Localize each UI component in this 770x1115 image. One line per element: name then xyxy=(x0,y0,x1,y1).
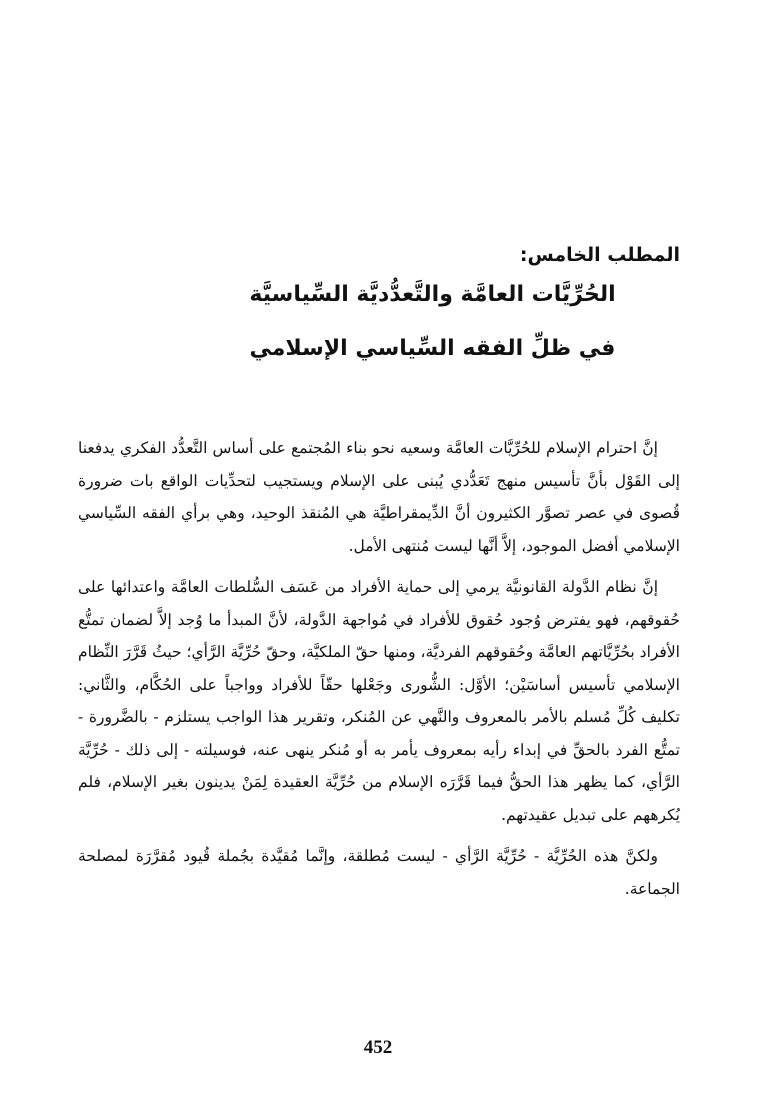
body-text xyxy=(78,432,680,914)
section-label: المطلب الخامس: xyxy=(519,244,680,266)
section-title-line-2: في ظلِّ الفقه السِّياسي الإسلامي xyxy=(249,336,616,361)
section-title-line-1: الحُرِّيَّات العامَّة والتَّعدُّديَّة السِّياسيَّة xyxy=(249,282,616,307)
paragraph-3: ولكنَّ هذه الحُرِّيَّة - حُرِّيَّة الرَّأي - ليست مُطلقة، وإنَّما مُقيَّدة بجُملة قُيود مُقرَّرَة لمصلحة الجماعة. xyxy=(78,847,680,898)
paragraph-2: إنَّ نظام الدَّولة القانونيَّة يرمي إلى حماية الأفراد من عَسَف السُّلطات العامَّة واعتدائها على حُقوقهم، فهو يفترض وُجود حُقوق للأفراد في مُواجهة الدَّولة، لأنَّ المبدأ ما وُجد إلاَّ لضمان تمتُّع الأفراد بحُرِّيَّاتهم العامَّة وحُقوقهم الفرديَّة، ومنها حقّ الملكيَّة، وحقّ حُرِّيَّة الرَّأي؛ حيثُ قَرَّرَ النِّظام الإسلامي تأسيس أساسَيْن؛ الأوَّل: الشُّورى وجَعْلها حقّاً للأفراد وواجباً على الحُكَّام، والثَّاني: تكليف كُلِّ مُسلم بالأمر بالمعروف والنَّهي عن المُنكر، وتقرير هذا الواجب يستلزم - بالضَّرورة - تمتُّع الفرد بالحقِّ في إبداء رأيه بمعروف يأمر به أو مُنكر ينهى عنه، فوسيلته - إلى ذلك - حُرِّيَّة الرَّأي، كما يظهر هذا الحقُّ فيما قَرَّرَه الإسلام من حُرِّيَّة العقيدة لِمَنْ يدينون بغير الإسلام، فلم يُكرههم على تبديل عقيدتهم. xyxy=(78,578,680,824)
page-number: 452 xyxy=(363,1037,393,1058)
paragraph-1: إنَّ احترام الإسلام للحُرِّيَّات العامَّة وسعيه نحو بناء المُجتمع على أساس التَّعدُّد الفكري يدفعنا إلى القَوْل بأنَّ تأسيس منهج تَعَدُّدي يُبنى على الإسلام ويستجيب لتحدِّيات الواقع بات ضرورة قُصوى في عصر تصوَّر الكثيرون أنَّ الدِّيمقراطيَّة هي المُنقذ الوحيد، وهي برأي الفقه السِّياسي الإسلامي أفضل الموجود، إلاَّ أنَّها ليست مُنتهى الأمل. xyxy=(78,439,680,555)
